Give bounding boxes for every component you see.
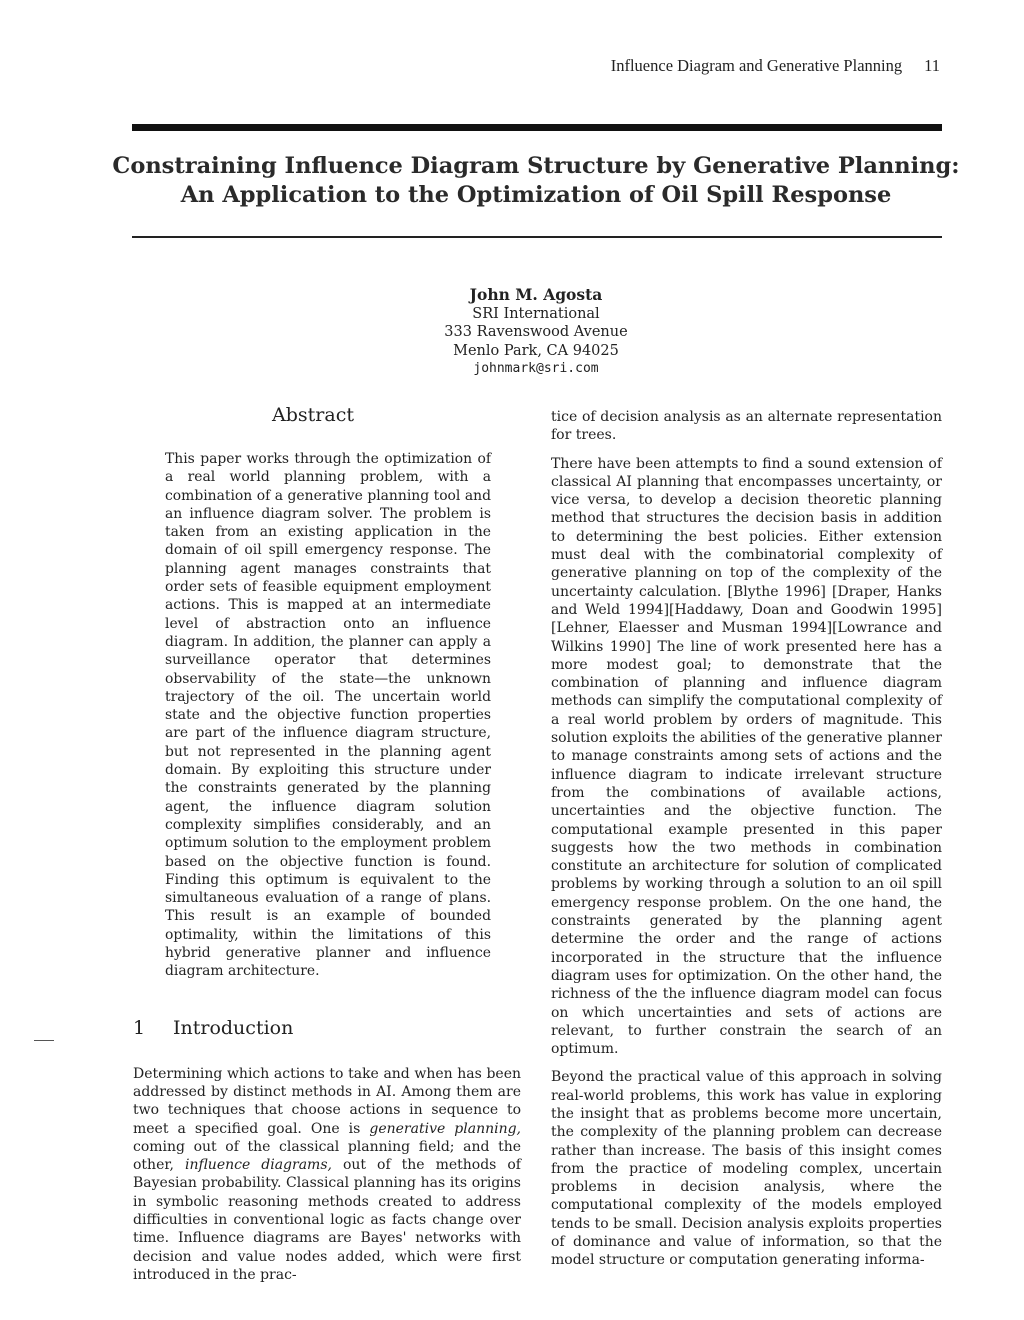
intro-paragraph-continued: tice of decision analysis as an alternate representation for trees.	[551, 409, 942, 444]
author-affiliation: SRI International	[472, 305, 600, 322]
intro-paragraph-1: Determining which actions to take and when has been addressed by distinct methods in AI. Among them are two techniques that choose actions in sequence to meet a specified goal. One is generative planning, coming out of the classical planning field; and the other, influence diagrams, out of the methods of Bayesian probability. Classical planning has its origins in symbolic reasoning methods created to address difficulties in conventional logic as facts change over time. Influence diagrams are Bayes' networks with decision and value nodes added, which were first introduced in the prac-	[133, 1065, 522, 1283]
author-name: John M. Agosta	[469, 285, 603, 304]
author-email: johnmark@sri.com	[473, 361, 599, 376]
section-heading-introduction	[133, 1017, 493, 1039]
page-number: 11	[924, 56, 940, 75]
author-address-line-1: 333 Ravenswood Avenue	[444, 324, 628, 340]
running-header	[540, 56, 940, 76]
term-influence-diagrams: influence diagrams,	[184, 1157, 332, 1174]
section-number: 1	[133, 1016, 146, 1039]
margin-mark	[34, 1040, 54, 1041]
top-rule	[132, 124, 942, 131]
paper-title	[110, 152, 962, 210]
term-generative-planning: generative planning,	[369, 1120, 522, 1137]
section-title: Introduction	[173, 1016, 294, 1039]
title-line-2: An Application to the Optimization of Oil Spill Response	[180, 182, 892, 208]
abstract-text: This paper works through the optimization of a real world planning problem, with a combination of a generative planning tool and an influence diagram solver. The problem is taken from an existing application in the domain of oil spill emergency response. The planning agent manages constraints that order sets of feasible equipment employment actions. This is mapped at an intermediate level of abstraction onto an influence diagram. In addition, the planner can apply a surveillance operator that determines observability of the state—the unknown trajectory of the oil. The uncertain world state and the objective function properties are part of the influence diagram structure, but not represented in the planning agent domain. By exploiting this structure under the constraints generated by the planning agent, the influence diagram solution complexity simplifies considerably, and an optimum solution to the employment problem based on the objective function is found. Finding this optimum is equivalent to the simultaneous evaluation of a range of plans. This result is an example of bounded optimality, within the limitations of this hybrid generative planner and influence diagram architecture.	[165, 451, 491, 980]
intro-paragraph-3: Beyond the practical value of this approach in solving real-world problems, this work has value in exploring the insight that as problems become more uncertain, the complexity of the planning problem can decrease rather than increase. The basis of this insight comes from the practice of modeling complex, uncertain problems in decision analysis, where the computational complexity of the models employed tends to be small. Decision analysis exploits properties of dominance and value of information, so that the model structure or computation generating informa-	[551, 1069, 942, 1269]
intro-paragraph-2: There have been attempts to find a sound extension of classical AI planning that encompasses uncertainty, or vice versa, to develop a decision theoretic planning method that structures the decision basis in addition to determining the best policies. Either extension must deal with the combinatorial complexity of generative planning on top of the complexity of the uncertainty calculation. [Blythe 1996] [Draper, Hanks and Weld 1994][Haddawy, Doan and Goodwin 1995][Lehner, Elaesser and Musman 1994][Lowrance and Wilkins 1990] The line of work presented here has a more modest goal; to demonstrate that the combination of planning and influence diagram methods can simplify the computational complexity of a real world problem by orders of magnitude. This solution exploits the abilities of the generative planner to manage constraints among sets of actions and the influence diagram to indicate irrelevant structure from the combinations of available actions, uncertainties and the objective function. The computational example presented in this paper suggests how the two methods in combination constitute an architecture for solution of complicated problems by working through a solution to an oil spill emergency response problem. On the one hand, the constraints generated by the planning agent determine the order and the range of actions incorporated in the structure that the influence diagram uses for optimization. On the other hand, the richness of the the influence diagram model can focus on which uncertainties and sets of actions are relevant, to further constrain the search of an optimum.	[551, 455, 942, 1058]
abstract-heading: Abstract	[272, 404, 354, 426]
title-line-1: Constraining Influence Diagram Structure by Generative Planning:	[112, 153, 960, 179]
author-block	[330, 286, 742, 379]
author-address-line-2: Menlo Park, CA 94025	[453, 342, 619, 359]
running-title: Influence Diagram and Generative Planning	[610, 56, 903, 75]
left-column	[133, 404, 522, 1284]
right-column	[551, 408, 942, 1280]
title-bottom-rule	[132, 236, 942, 238]
